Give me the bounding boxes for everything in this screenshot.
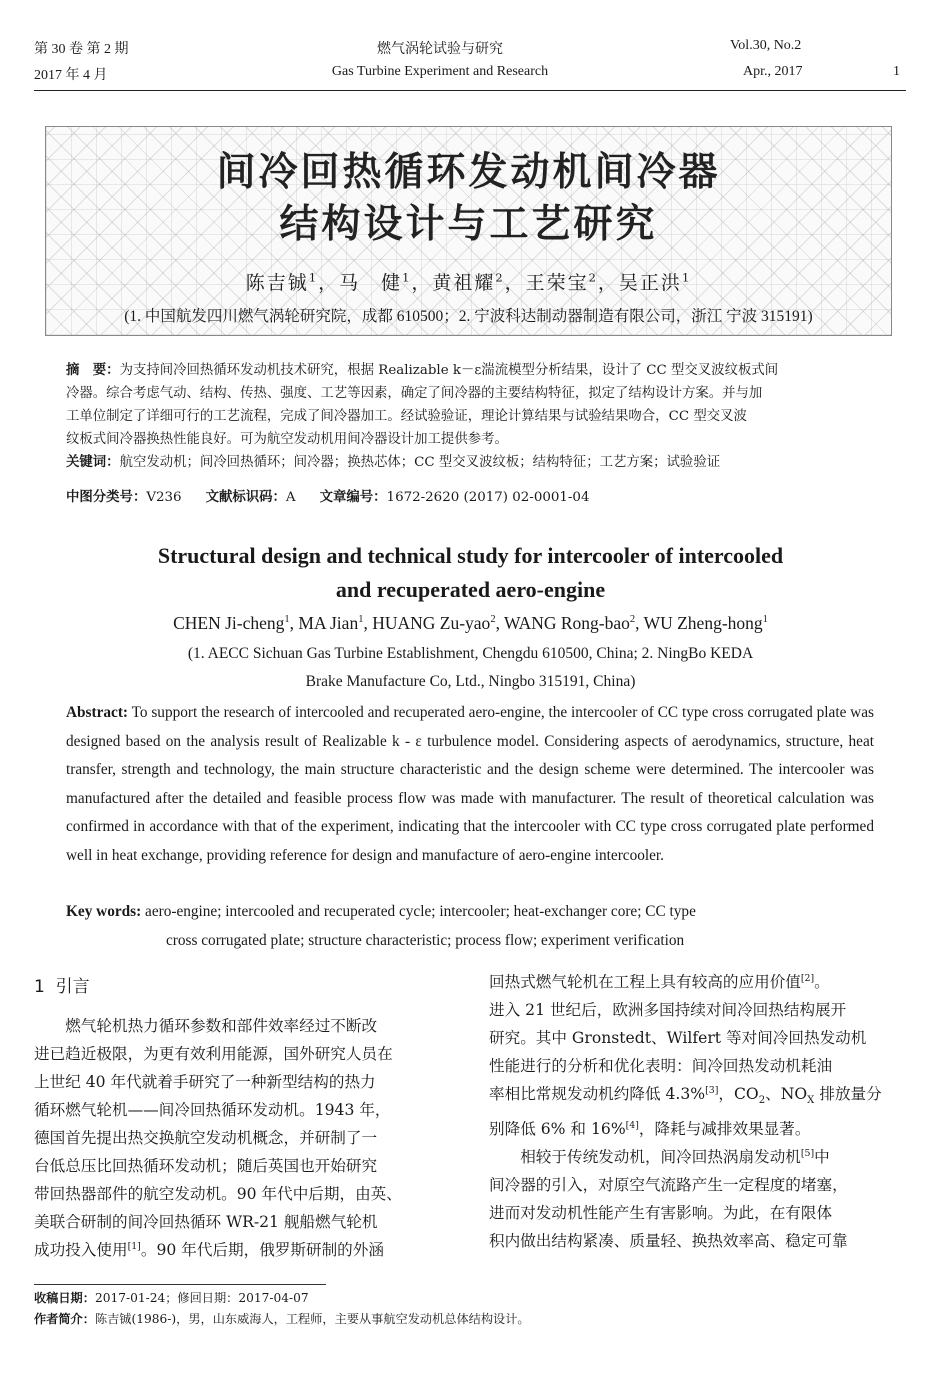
author-name: WANG Rong-bao [504,613,630,633]
abstract-cn-label: 摘 要： [66,363,120,378]
body-text-line: 进入 21 世纪后，欧洲多国持续对间冷回热结构展开 [489,1001,847,1019]
affiliation-cn: (1. 中国航发四川燃气涡轮研究院，成都 610500；2. 宁波科达制动器制造有限公司，浙江 宁波 315191) [124,308,813,325]
footnote-received [34,1289,309,1306]
author-affiliation-mark: 1 [402,270,412,285]
author-name: WU Zheng-hong [643,613,763,633]
abstract-cn-line: 工单位制定了详细可行的工艺流程，完成了间冷器加工。经试验验证，理论计算结果与试验结果吻合，CC 型交叉波 [66,409,747,424]
article-number-value: 1672-2620 (2017) 02-0001-04 [386,490,590,505]
author-name: MA Jian [298,613,359,633]
abstract-cn-line: 为支持间冷回热循环发动机技术研究，根据 Realizable k－ε湍流模型分析结果，设计了 CC 型交叉波纹板式间 [119,363,779,378]
body-text-line: 上世纪 40 年代就着手研究了一种新型结构的热力 [34,1073,376,1091]
author-affiliation-mark: 1 [308,270,319,285]
body-text-line: 间冷器的引入，对原空气流路产生一定程度的堵塞， [489,1176,848,1195]
title-cn-line1: 间冷回热循环发动机间冷器 [216,150,721,195]
author-name: 王荣宝 [525,272,589,294]
body-text-line: 台低总压比回热循环发动机；随后英国也开始研究 [34,1157,378,1175]
received-text: 2017-01-24；修回日期：2017-04-07 [94,1291,309,1305]
title-cn-line2: 结构设计与工艺研究 [279,202,658,247]
header-rule [34,90,906,91]
body-text-line: 成功投入使用[1]。90 年代后期，俄罗斯研制的外涵 [34,1240,384,1259]
author-affiliation-mark: 1 [358,614,364,626]
doc-code-label: 文献标识码： [205,490,286,505]
keywords-en [66,898,874,955]
keywords-en-label: Key words: [66,903,142,920]
body-text-line: 美联合研制的间冷回热循环 WR-21 舰船燃气轮机 [34,1213,378,1231]
footnote-rule [34,1284,326,1285]
author-name: HUANG Zu-yao [372,613,491,633]
body-text-line: 积内做出结构紧凑、质量轻、换热效率高、稳定可靠 [489,1232,848,1251]
page-number: 1 [893,64,900,79]
title-en-line1: Structural design and technical study for intercooler of intercooled [157,543,784,568]
author-affiliation-mark: 2 [490,614,496,626]
body-text-line: 带回热器部件的航空发动机。90 年代中后期，由英、 [34,1185,402,1203]
keywords-cn: 航空发动机；间冷回热循环；间冷器；换热芯体；CC 型交叉波纹板；结构特征；工艺方案；试验验证 [119,455,721,470]
authors-cn: 陈吉铖$^1$，马 健$^1$，黄祖耀$^2$，王荣宝$^2$，吴正洪$^1$ [245,270,692,294]
body-text-line: 率相比常规发动机约降低 4.3%[3]，$CO_2$、$NO_X$ 排放量分 [489,1084,882,1107]
body-text-line: 燃气轮机热力循环参数和部件效率经过不断改 [65,1017,378,1035]
author-affiliation-mark: 1 [284,614,290,626]
section-number: 1 [34,977,45,997]
author-affiliation-mark: 1 [681,270,692,285]
author-name: 吴正洪 [618,272,682,294]
affiliation-en-line2: Brake Manufacture Co, Ltd., Ningbo 315191, China) [305,673,636,690]
body-text-line: 回热式燃气轮机在工程上具有较高的应用价值[2]。 [489,972,830,991]
body-text-line: 别降低 6% 和 16%[4]，降耗与减排效果显著。 [489,1119,811,1139]
classification-row [66,486,589,505]
authors-en: CHEN Ji-cheng$^1$, MA Jian$^1$, HUANG Zu-yao$^2$, WANG Rong-bao$^2$, WU Zheng-hong$^1$ [173,613,768,633]
author-name: 陈吉铖 [245,272,309,294]
body-right-column [489,968,906,1255]
received-label: 收稿日期： [34,1291,95,1305]
doc-code-value: A [285,490,296,505]
author-bio-text: 陈吉铖(1986-)，男，山东威海人，工程师，主要从事航空发动机总体结构设计。 [94,1312,530,1326]
author-name: CHEN Ji-cheng [173,613,285,633]
author-affiliation-mark: 2 [588,270,598,285]
body-text-line: 相较于传统发动机，间冷回热涡扇发动机[5]中 [520,1147,830,1167]
clc-value: V236 [146,490,182,505]
body-text-line: 性能进行的分析和优化表明：间冷回热发动机耗油 [489,1057,833,1075]
author-name: 黄祖耀 [432,272,496,294]
article-number-label: 文章编号： [319,490,387,505]
section-title: 引言 [55,977,90,997]
section-heading [34,972,90,997]
keywords-cn-label: 关键词： [66,455,120,470]
header-date-cn: 2017 年 4 月 [34,68,108,83]
author-affiliation-mark: 2 [629,614,636,626]
body-text-line: 循环燃气轮机——间冷回热循环发动机。1943 年， [34,1101,391,1119]
author-bio-label: 作者简介： [34,1312,95,1326]
header-date-en: Apr., 2017 [743,64,803,79]
header-volume-en: Vol.30, No.2 [730,38,802,53]
title-en-line2: and recuperated aero-engine [335,577,606,602]
abstract-en-label: Abstract: [66,704,129,721]
keywords-en-line1: aero-engine; intercooled and recuperated cycle; intercooler; heat-exchanger core; CC type [145,903,696,920]
header-journal-cn: 燃气涡轮试验与研究 [377,42,503,57]
abstract-cn [66,359,874,474]
header-journal-en: Gas Turbine Experiment and Research [331,64,549,79]
body-text-line: 进已趋近极限，为更有效利用能源，国外研究人员在 [34,1045,393,1063]
footnote-author [34,1310,530,1327]
abstract-cn-line: 冷器。综合考虑气动、结构、传热、强度、工艺等因素，确定了间冷器的主要结构特征，拟定了结构设计方案。并与加 [66,386,763,401]
author-affiliation-mark: 1 [762,614,768,626]
header-volume-cn: 第 30 卷 第 2 期 [34,42,129,57]
abstract-cn-line: 纹板式间冷器换热性能良好。可为航空发动机用间冷器设计加工提供参考。 [66,432,508,447]
author-name: 马 健 [339,272,403,294]
keywords-en-line2: cross corrugated plate; structure characteristic; process flow; experiment verification [166,931,685,949]
abstract-en-text: To support the research of intercooled and recuperated aero-engine, the intercooler of CC type cross corrugated plate was designed based on the analysis result of Realizable k - ε turbulence model. Considering aspects of aerodynamics, structure, heat transfer, strength and technology, the main structure characteristic and the design scheme were determined. The intercooler was manufactured after the detailed and feasible process flow was made with manufacturer. The result of theoretical calculation was confirmed in accordance with that of the experiment, indicating that the intercooler with CC type cross corrugated plate performed well in heat exchange, providing reference for design and manufacture of aero-engine intercooler. [66,704,874,864]
abstract-en [66,699,874,870]
title-block [45,126,892,336]
body-text-line: 研究。其中 Gronstedt、Wilfert 等对间冷回热发动机 [489,1029,867,1047]
clc-label: 中图分类号： [66,490,147,505]
body-text-line: 德国首先提出热交换航空发动机概念，并研制了一 [34,1129,378,1147]
affiliation-en-line1: (1. AECC Sichuan Gas Turbine Establishment, Chengdu 610500, China; 2. NingBo KEDA [187,645,754,662]
body-left-column [34,1012,450,1264]
body-text-line: 进而对发动机性能产生有害影响。为此，在有限体 [489,1204,833,1223]
author-affiliation-mark: 2 [495,270,505,285]
